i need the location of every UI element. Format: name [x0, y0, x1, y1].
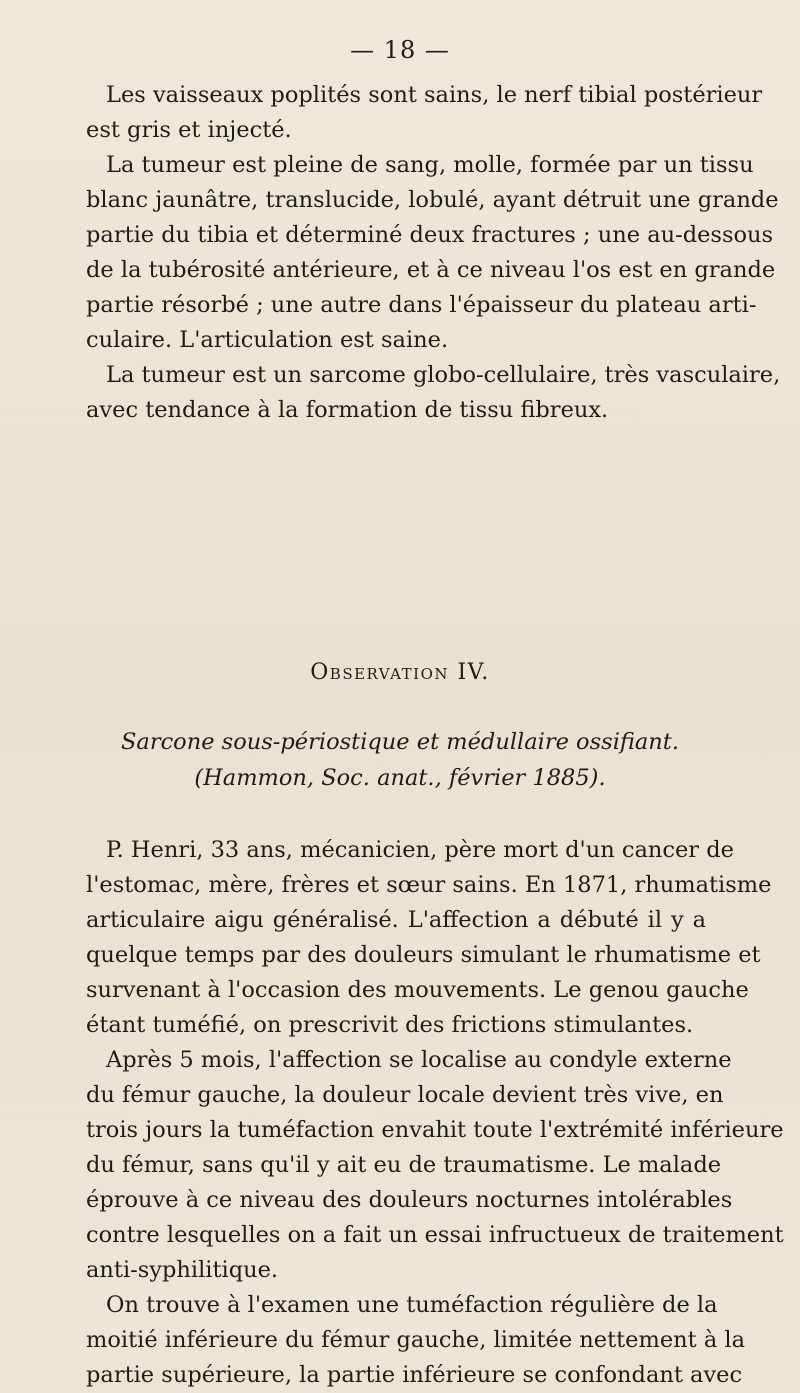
text-line: avec tendance à la formation de tissu fibreux.	[86, 397, 609, 423]
text-line: partie du tibia et déterminé deux fractures ; une au-dessous	[86, 222, 774, 248]
text-line: culaire. L'articulation est saine.	[86, 327, 449, 353]
text-line: Après 5 mois, l'affection se localise au condyle externe	[106, 1047, 732, 1073]
text-line: La tumeur est un sarcome globo-cellulaire, très vasculaire,	[106, 362, 781, 388]
text-block-bottom	[86, 833, 784, 1393]
text-line: La tumeur est pleine de sang, molle, formée par un tissu	[106, 152, 754, 178]
observation-heading: Observation IV.	[310, 660, 490, 685]
text-line: étant tuméfié, on prescrivit des frictions stimulantes.	[86, 1012, 694, 1038]
text-line: contre lesquelles on a fait un essai infructueux de traitement	[86, 1222, 784, 1248]
text-line: du fémur gauche, la douleur locale devient très vive, en	[86, 1082, 724, 1108]
text-line: du fémur, sans qu'il y ait eu de traumatisme. Le malade	[86, 1152, 722, 1178]
text-line: P. Henri, 33 ans, mécanicien, père mort d'un cancer de	[106, 837, 734, 863]
text-line: Les vaisseaux poplités sont sains, le nerf tibial postérieur	[106, 82, 763, 108]
text-line: partie résorbé ; une autre dans l'épaisseur du plateau arti-	[86, 292, 757, 318]
text-line: trois jours la tuméfaction envahit toute l'extrémité inférieure	[86, 1117, 784, 1143]
text-line: moitié inférieure du fémur gauche, limitée nettement à la	[86, 1327, 746, 1353]
text-line: éprouve à ce niveau des douleurs nocturnes intolérables	[86, 1187, 733, 1213]
paragraph-tumor-description	[86, 148, 779, 358]
paragraph-examination	[86, 1288, 746, 1393]
text-line: partie supérieure, la partie inférieure se confondant avec	[86, 1362, 743, 1388]
text-line: survenant à l'occasion des mouvements. Le genou gauche	[86, 977, 749, 1003]
text-line: blanc jaunâtre, translucide, lobulé, ayant détruit une grande	[86, 187, 779, 213]
text-line: anti-syphilitique.	[86, 1257, 279, 1283]
paragraph-tumor-diagnosis	[86, 358, 781, 428]
text-line: de la tubérosité antérieure, et à ce niveau l'os est en grande	[86, 257, 776, 283]
paragraph-patient-history	[86, 833, 772, 1043]
paragraph-vessels	[86, 78, 763, 148]
observation-source: (Hammon, Soc. anat., février 1885).	[194, 765, 606, 791]
text-line: est gris et injecté.	[86, 117, 292, 143]
text-line: On trouve à l'examen une tuméfaction régulière de la	[106, 1292, 718, 1318]
text-line: l'estomac, mère, frères et sœur sains. En 1871, rhumatisme	[86, 872, 772, 898]
text-line: quelque temps par des douleurs simulant le rhumatisme et	[86, 942, 761, 968]
text-line: articulaire aigu généralisé. L'affection a débuté il y a	[86, 907, 706, 933]
paragraph-disease-progression	[86, 1043, 784, 1288]
observation-title: Sarcone sous-périostique et médullaire ossifiant.	[120, 729, 679, 755]
text-block-top	[86, 78, 781, 428]
page-number: — 18 —	[350, 36, 450, 64]
